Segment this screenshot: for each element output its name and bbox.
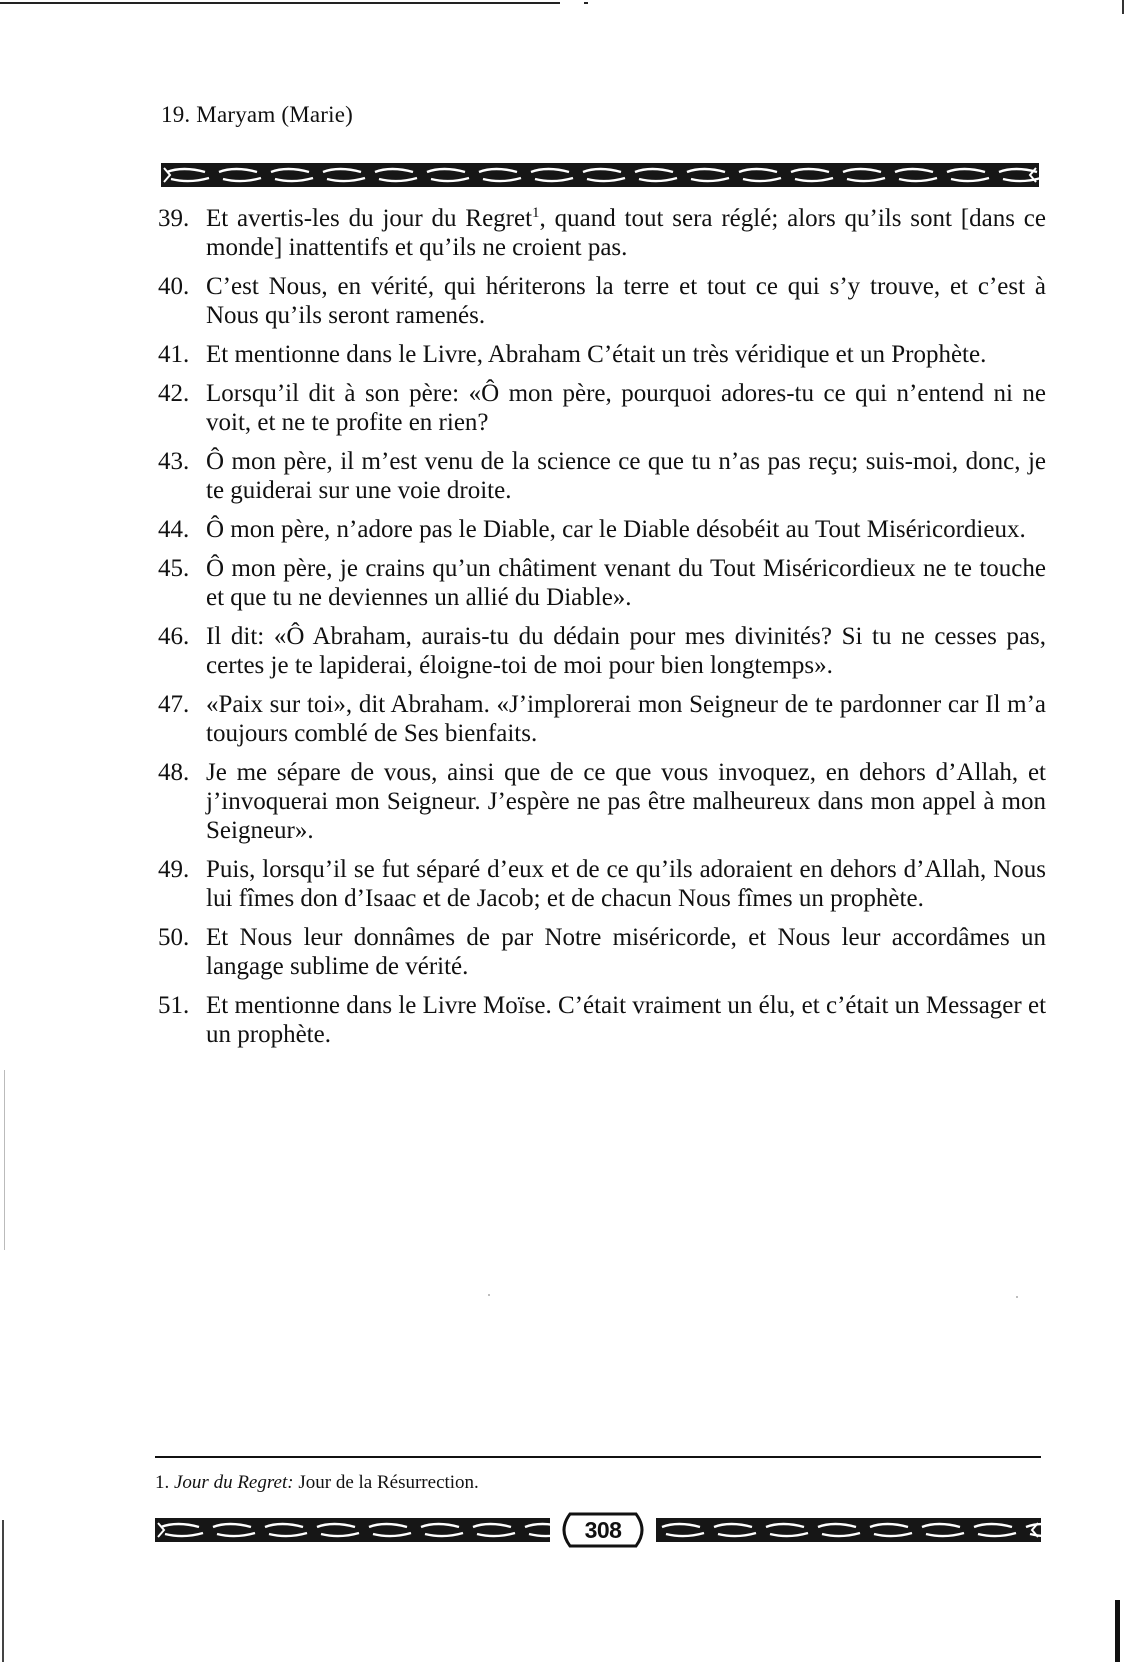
verse-item — [158, 554, 1046, 612]
verse-number: 46. — [158, 623, 190, 650]
verse-text: C’est Nous, en vérité, qui hériterons la terre et tout ce qui s’y trouve, et c’est à Nous qu’ils seront ramenés. — [206, 273, 1046, 329]
decorative-border-top — [161, 163, 1039, 187]
verse-number: 45. — [158, 555, 190, 582]
page-number-cartouche — [556, 1512, 650, 1548]
decorative-border-bottom-left — [155, 1518, 550, 1542]
verse-item — [158, 923, 1046, 981]
verse-text: Et mentionne dans le Livre, Abraham C’était un très véridique et un Prophète. — [206, 341, 987, 368]
scan-speck — [1016, 1296, 1018, 1298]
verse-text: Ô mon père, je crains qu’un châtiment venant du Tout Miséricordieux ne te touche et que tu ne deviennes un allié du Diable». — [206, 555, 1046, 611]
scan-artifact-right-edge — [1115, 1600, 1120, 1662]
chain-pattern-top — [161, 163, 1039, 187]
verse-number: 43. — [158, 448, 190, 475]
verse-text: Et Nous leur donnâmes de par Notre miséricorde, et Nous leur accordâmes un langage sublime de vérité. — [206, 924, 1046, 980]
decorative-border-bottom-right — [656, 1518, 1041, 1542]
verse-item — [158, 204, 1046, 262]
verse-number: 40. — [158, 273, 190, 300]
verse-item — [158, 340, 1046, 369]
verse-text: Je me sépare de vous, ainsi que de ce que vous invoquez, en dehors d’Allah, et j’invoquerai mon Seigneur. J’espère ne pas être malheureux dans mon appel à mon Seigneur». — [206, 759, 1046, 844]
footnote — [155, 1472, 479, 1494]
chain-pattern-bottom-left — [155, 1518, 550, 1542]
footnote-separator — [155, 1456, 1041, 1458]
verse-text-part: , quand tout sera réglé; alors qu’ils sont [dans ce monde] inattentifs et qu’ils ne croient pas. — [206, 205, 1046, 261]
scan-artifact-left-edge-lower — [2, 1520, 4, 1662]
footnote-definition: Jour de la Résurrection. — [298, 1472, 479, 1493]
verse-text: Et mentionne dans le Livre Moïse. C’était vraiment un élu, et c’était un Messager et un prophète. — [206, 992, 1047, 1048]
verse-item — [158, 272, 1046, 330]
verse-number: 51. — [158, 992, 190, 1019]
verse-item — [158, 622, 1046, 680]
verse-item — [158, 447, 1046, 505]
verse-item — [158, 991, 1046, 1049]
verse-item — [158, 758, 1046, 845]
verse-text: Ô mon père, il m’est venu de la science ce que tu n’as pas reçu; suis-moi, donc, je te guiderai sur une voie droite. — [206, 448, 1046, 504]
verse-text — [206, 204, 1046, 262]
running-header: 19. Maryam (Marie) — [161, 102, 354, 127]
verse-text: «Paix sur toi», dit Abraham. «J’implorerai mon Seigneur de te pardonner car Il m’a toujours comblé de Ses bienfaits. — [206, 691, 1046, 747]
footnote-term: Jour du Regret: — [174, 1472, 294, 1493]
footnote-reference: 1 — [532, 205, 540, 221]
verse-text: Ô mon père, n’adore pas le Diable, car le Diable désobéit au Tout Miséricordieux. — [206, 516, 1026, 543]
verse-number: 41. — [158, 341, 190, 368]
verse-item — [158, 690, 1046, 748]
verse-item — [158, 379, 1046, 437]
verse-number: 48. — [158, 759, 190, 786]
verse-text-part: Et avertis-les du jour du Regret — [206, 205, 533, 232]
verse-number: 42. — [158, 380, 190, 407]
verse-number: 50. — [158, 924, 190, 951]
verse-text: Puis, lorsqu’il se fut séparé d’eux et de ce qu’ils adoraient en dehors d’Allah, Nous lui fîmes don d’Isaac et de Jacob; et de chacun Nous fîmes un prophète. — [206, 856, 1046, 912]
scan-artifact-corner-mark — [1122, 0, 1124, 14]
verse-item — [158, 855, 1046, 913]
page-number: 308 — [584, 1517, 622, 1543]
scan-artifact-left-edge — [4, 1070, 5, 1250]
scan-artifact-gap — [560, 2, 584, 4]
verse-number: 39. — [158, 205, 190, 232]
verse-number: 44. — [158, 516, 190, 543]
verse-number: 49. — [158, 856, 190, 883]
verse-number: 47. — [158, 691, 190, 718]
chain-pattern-bottom-right — [656, 1518, 1041, 1542]
verse-item — [158, 515, 1046, 544]
verse-list — [158, 204, 1046, 1059]
scan-speck — [488, 1294, 490, 1296]
scan-artifact-top-line — [0, 2, 588, 4]
verse-text: Il dit: «Ô Abraham, aurais-tu du dédain pour mes divinités? Si tu ne cesses pas, certes je te lapiderai, éloigne-toi de moi pour bien longtemps». — [206, 623, 1046, 679]
verse-text: Lorsqu’il dit à son père: «Ô mon père, pourquoi adores-tu ce qui n’entend ni ne voit, et ne te profite en rien? — [206, 380, 1046, 436]
footnote-marker: 1. — [155, 1472, 170, 1493]
